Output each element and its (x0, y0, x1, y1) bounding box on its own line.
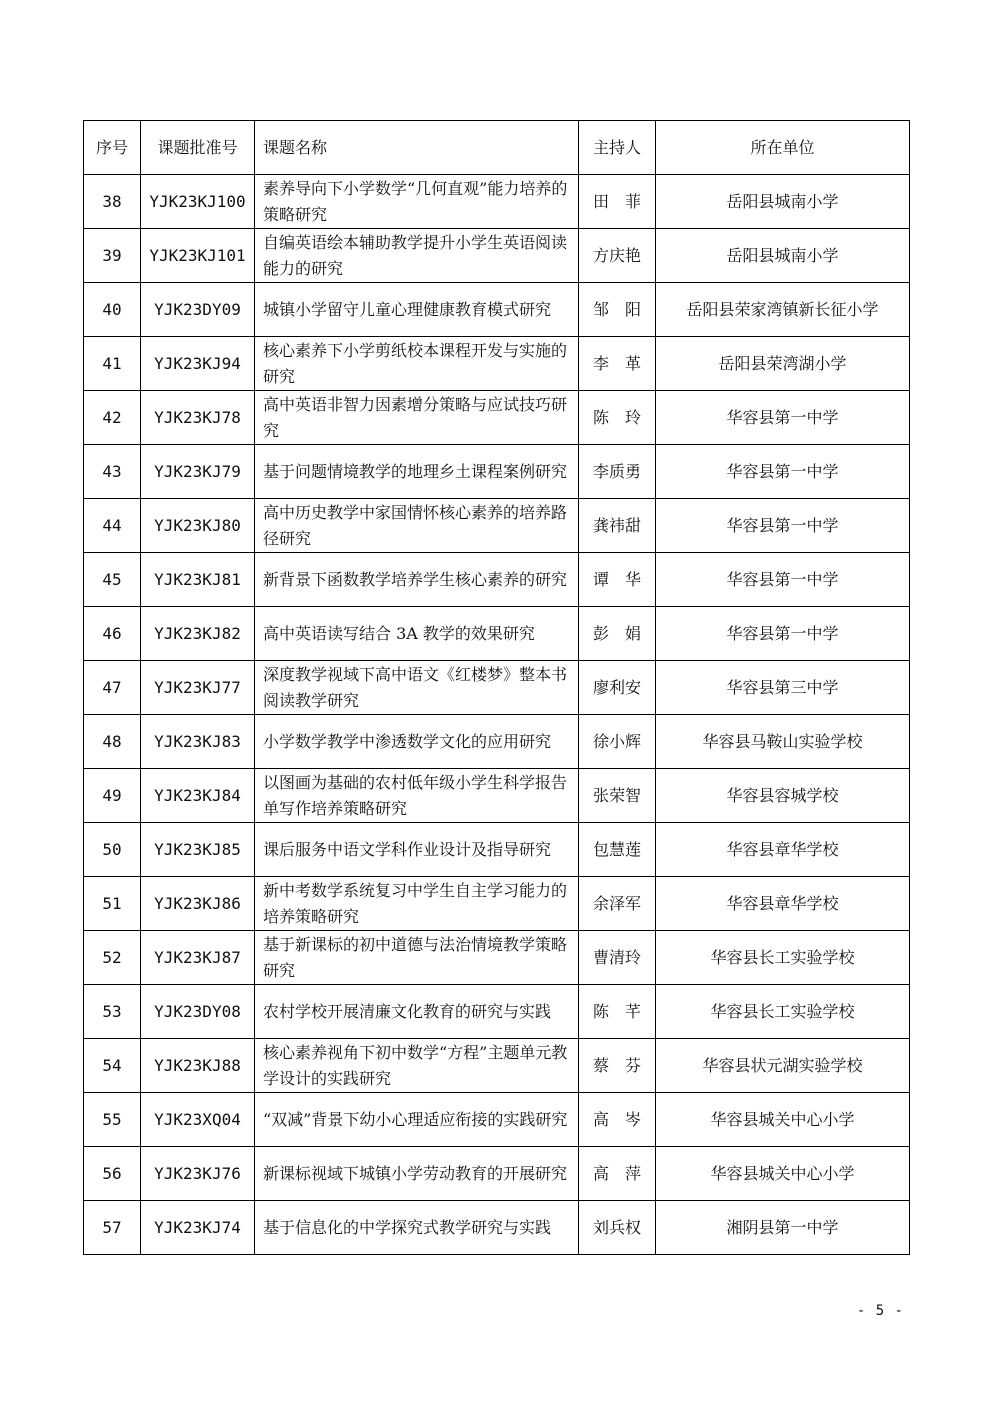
cell-project-title: 高中历史教学中家国情怀核心素养的培养路径研究 (255, 499, 579, 553)
cell-unit: 华容县长工实验学校 (656, 985, 910, 1039)
cell-serial-no: 52 (84, 931, 141, 985)
cell-project-title: 小学数学教学中渗透数学文化的应用研究 (255, 715, 579, 769)
table-row (84, 931, 910, 985)
cell-project-title: 新背景下函数教学培养学生核心素养的研究 (255, 553, 579, 607)
cell-approval-code: YJK23KJ79 (141, 445, 255, 499)
cell-serial-no: 54 (84, 1039, 141, 1093)
cell-host: 高 萍 (579, 1147, 656, 1201)
cell-approval-code: YJK23KJ85 (141, 823, 255, 877)
cell-approval-code: YJK23KJ86 (141, 877, 255, 931)
cell-unit: 华容县第一中学 (656, 499, 910, 553)
cell-project-title: 核心素养下小学剪纸校本课程开发与实施的研究 (255, 337, 579, 391)
cell-approval-code: YJK23KJ78 (141, 391, 255, 445)
table-row (84, 391, 910, 445)
table-row (84, 877, 910, 931)
cell-unit: 华容县章华学校 (656, 877, 910, 931)
project-table (83, 120, 910, 1255)
cell-serial-no: 45 (84, 553, 141, 607)
cell-host: 龚祎甜 (579, 499, 656, 553)
cell-approval-code: YJK23KJ77 (141, 661, 255, 715)
table-row (84, 1093, 910, 1147)
cell-host: 陈 玲 (579, 391, 656, 445)
cell-approval-code: YJK23KJ94 (141, 337, 255, 391)
cell-host: 李 革 (579, 337, 656, 391)
cell-project-title: “双减”背景下幼小心理适应衔接的实践研究 (255, 1093, 579, 1147)
table-row (84, 769, 910, 823)
cell-approval-code: YJK23KJ84 (141, 769, 255, 823)
cell-project-title: 自编英语绘本辅助教学提升小学生英语阅读能力的研究 (255, 229, 579, 283)
cell-project-title: 基于问题情境教学的地理乡土课程案例研究 (255, 445, 579, 499)
cell-serial-no: 39 (84, 229, 141, 283)
cell-project-title: 城镇小学留守儿童心理健康教育模式研究 (255, 283, 579, 337)
table-row (84, 661, 910, 715)
cell-approval-code: YJK23KJ74 (141, 1201, 255, 1255)
page-number: - 5 - (856, 1303, 904, 1319)
cell-project-title: 素养导向下小学数学“几何直观”能力培养的策略研究 (255, 175, 579, 229)
table-row (84, 607, 910, 661)
cell-unit: 岳阳县城南小学 (656, 229, 910, 283)
table-body (84, 175, 910, 1255)
cell-unit: 岳阳县城南小学 (656, 175, 910, 229)
cell-unit: 华容县长工实验学校 (656, 931, 910, 985)
cell-approval-code: YJK23KJ88 (141, 1039, 255, 1093)
table-header (84, 121, 910, 175)
cell-serial-no: 55 (84, 1093, 141, 1147)
cell-approval-code: YJK23KJ81 (141, 553, 255, 607)
cell-host: 田 菲 (579, 175, 656, 229)
header-no: 序号 (84, 121, 141, 175)
cell-project-title: 新课标视域下城镇小学劳动教育的开展研究 (255, 1147, 579, 1201)
cell-project-title: 核心素养视角下初中数学“方程”主题单元教学设计的实践研究 (255, 1039, 579, 1093)
cell-unit: 华容县第一中学 (656, 607, 910, 661)
cell-host: 方庆艳 (579, 229, 656, 283)
cell-host: 余泽军 (579, 877, 656, 931)
cell-approval-code: YJK23KJ87 (141, 931, 255, 985)
cell-serial-no: 51 (84, 877, 141, 931)
cell-serial-no: 49 (84, 769, 141, 823)
cell-host: 包慧莲 (579, 823, 656, 877)
cell-project-title: 深度教学视域下高中语文《红楼梦》整本书阅读教学研究 (255, 661, 579, 715)
cell-host: 陈 芊 (579, 985, 656, 1039)
cell-approval-code: YJK23KJ76 (141, 1147, 255, 1201)
cell-serial-no: 38 (84, 175, 141, 229)
cell-host: 邹 阳 (579, 283, 656, 337)
cell-approval-code: YJK23DY09 (141, 283, 255, 337)
cell-unit: 华容县城关中心小学 (656, 1147, 910, 1201)
cell-host: 李质勇 (579, 445, 656, 499)
cell-unit: 岳阳县荣湾湖小学 (656, 337, 910, 391)
cell-serial-no: 48 (84, 715, 141, 769)
cell-approval-code: YJK23KJ100 (141, 175, 255, 229)
cell-unit: 华容县章华学校 (656, 823, 910, 877)
table-row (84, 715, 910, 769)
cell-serial-no: 50 (84, 823, 141, 877)
header-row (84, 121, 910, 175)
cell-host: 刘兵权 (579, 1201, 656, 1255)
cell-host: 彭 娟 (579, 607, 656, 661)
cell-host: 蔡 芬 (579, 1039, 656, 1093)
cell-approval-code: YJK23KJ80 (141, 499, 255, 553)
table-row (84, 337, 910, 391)
table-row (84, 175, 910, 229)
cell-unit: 华容县马鞍山实验学校 (656, 715, 910, 769)
cell-unit: 华容县城关中心小学 (656, 1093, 910, 1147)
cell-project-title: 以图画为基础的农村低年级小学生科学报告单写作培养策略研究 (255, 769, 579, 823)
cell-unit: 华容县状元湖实验学校 (656, 1039, 910, 1093)
cell-serial-no: 44 (84, 499, 141, 553)
cell-serial-no: 40 (84, 283, 141, 337)
cell-serial-no: 43 (84, 445, 141, 499)
cell-approval-code: YJK23KJ83 (141, 715, 255, 769)
cell-host: 张荣智 (579, 769, 656, 823)
table-row (84, 229, 910, 283)
header-title: 课题名称 (255, 121, 579, 175)
cell-project-title: 课后服务中语文学科作业设计及指导研究 (255, 823, 579, 877)
cell-project-title: 新中考数学系统复习中学生自主学习能力的培养策略研究 (255, 877, 579, 931)
header-code: 课题批准号 (141, 121, 255, 175)
table-row (84, 823, 910, 877)
header-host: 主持人 (579, 121, 656, 175)
cell-host: 曹清玲 (579, 931, 656, 985)
header-unit: 所在单位 (656, 121, 910, 175)
cell-unit: 华容县第一中学 (656, 391, 910, 445)
cell-host: 徐小辉 (579, 715, 656, 769)
cell-project-title: 高中英语读写结合 3A 教学的效果研究 (255, 607, 579, 661)
cell-unit: 华容县容城学校 (656, 769, 910, 823)
cell-serial-no: 47 (84, 661, 141, 715)
table-row (84, 1147, 910, 1201)
cell-host: 高 岑 (579, 1093, 656, 1147)
cell-approval-code: YJK23XQ04 (141, 1093, 255, 1147)
cell-project-title: 基于信息化的中学探究式教学研究与实践 (255, 1201, 579, 1255)
cell-project-title: 基于新课标的初中道德与法治情境教学策略研究 (255, 931, 579, 985)
table-row (84, 445, 910, 499)
cell-unit: 华容县第一中学 (656, 445, 910, 499)
cell-unit: 岳阳县荣家湾镇新长征小学 (656, 283, 910, 337)
cell-approval-code: YJK23DY08 (141, 985, 255, 1039)
cell-approval-code: YJK23KJ101 (141, 229, 255, 283)
cell-serial-no: 53 (84, 985, 141, 1039)
table-row (84, 499, 910, 553)
cell-unit: 华容县第一中学 (656, 553, 910, 607)
cell-serial-no: 42 (84, 391, 141, 445)
cell-serial-no: 46 (84, 607, 141, 661)
cell-serial-no: 57 (84, 1201, 141, 1255)
cell-serial-no: 56 (84, 1147, 141, 1201)
cell-unit: 湘阴县第一中学 (656, 1201, 910, 1255)
table-row (84, 553, 910, 607)
table-row (84, 1039, 910, 1093)
cell-serial-no: 41 (84, 337, 141, 391)
table-row (84, 985, 910, 1039)
cell-host: 廖利安 (579, 661, 656, 715)
cell-unit: 华容县第三中学 (656, 661, 910, 715)
cell-approval-code: YJK23KJ82 (141, 607, 255, 661)
cell-project-title: 农村学校开展清廉文化教育的研究与实践 (255, 985, 579, 1039)
table-row (84, 1201, 910, 1255)
cell-project-title: 高中英语非智力因素增分策略与应试技巧研究 (255, 391, 579, 445)
cell-host: 谭 华 (579, 553, 656, 607)
table-row (84, 283, 910, 337)
